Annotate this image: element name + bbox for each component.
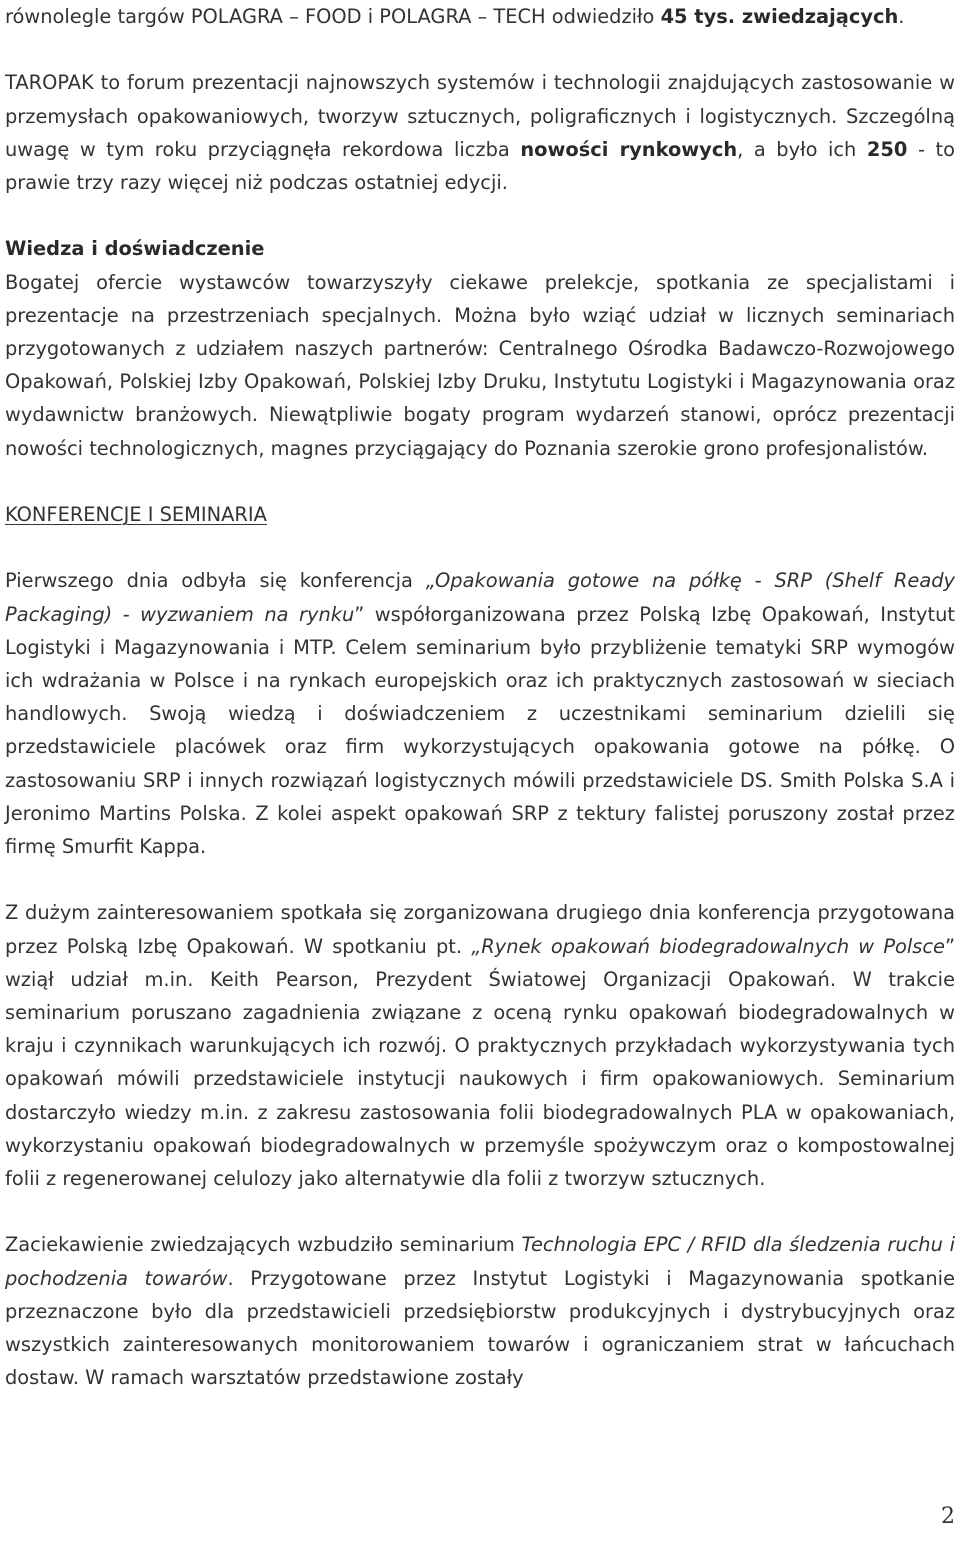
intro-text-end: .	[898, 5, 905, 28]
page-number: 2	[941, 1504, 955, 1529]
section-title	[5, 498, 955, 531]
paragraph-gap	[5, 465, 955, 498]
intro-text: równolegle targów POLAGRA – FOOD i POLAGRA – TECH odwiedziło	[5, 5, 661, 28]
conf2-text: Z dużym zainteresowaniem spotkała się zorganizowana drugiego dnia konferencja przygotowana przez Polską Izbę Opakowań. W spotkaniu pt.	[5, 901, 955, 958]
taropak-paragraph	[5, 66, 955, 199]
conf1-text-end: ” współorganizowana przez Polską Izbę Opakowań, Instytut Logistyki i Magazynowania i MTP. Celem seminarium było przybliżenie tematyki SRP wymogów ich wdrażania w Polsce i na rynkach europejskich oraz ich praktycznych zastosowań w sieciach handlowych. Swoją wiedzą i doświadczeniem z uczestnikami seminarium dzielili się przedstawiciele placówek oraz firm wykorzystujących opakowania gotowe na półkę. O zastosowaniu SRP i innych rozwiązań logistycznych mówili przedstawiciele DS. Smith Polska S.A i Jeronimo Martins Polska. Z kolei aspekt opakowań SRP z tektury falistej poruszony został przez firmę Smurfit Kappa.	[5, 602, 955, 859]
conf2-title: „Rynek opakowań biodegradowalnych w Polsce	[471, 934, 945, 958]
conf2-text-end: ” wziął udział m.in. Keith Pearson, Prezydent Światowej Organizacji Opakowań. W trakcie seminarium poruszano zagadnienia związane z oceną rynku opakowań biodegradowalnych w kraju i czynnikach warunkujących ich rozwój. O praktycznych przykładach wykorzystywania tych opakowań mówili przedstawiciele instytucji naukowych i firm opakowaniowych. Seminarium dostarczyło wiedzy m.in. z zakresu zastosowania folii biodegradowalnych PLA w opakowaniach, wykorzystaniu opakowań biodegradowalnych w przemyśle spożywczym oraz o kompostowalnej folii z regenerowanej celulozy jako alternatywie dla folii z tworzyw sztucznych.	[5, 934, 956, 1191]
new-products-label: nowości rynkowych	[520, 137, 738, 161]
conf3-title: Technologia EPC / RFID dla śledzenia ruchu i pochodzenia towarów	[5, 1233, 955, 1290]
taropak-text: TAROPAK to forum prezentacji najnowszych systemów i technologii znajdujących zastosowanie w przemysłach opakowaniowych, tworzyw sztucznych, poligraficznych i logistycznych. Szczególną uwagę w tym roku przyciągnęła rekordowa liczba	[5, 71, 955, 161]
conference-paragraph-3	[5, 1228, 955, 1394]
paragraph-gap	[5, 863, 955, 896]
section-title-text: KONFERENCJE I SEMINARIA	[5, 503, 267, 526]
visitors-count: 45 tys. zwiedzających	[660, 5, 899, 28]
conf3-text: Zaciekawienie zwiedzających wzbudziło seminarium	[5, 1233, 522, 1257]
paragraph-gap	[5, 33, 955, 66]
conf3-text-end: . Przygotowane przez Instytut Logistyki i Magazynowania spotkanie przeznaczone było dla przedstawicieli przedsiębiorstw produkcyjnych i dystrybucyjnych oraz wszystkich zainteresowanych monitorowaniem towarów i ograniczaniem strat w łańcuchach dostaw. W ramach warsztatów przedstawione zostały	[5, 1266, 955, 1390]
intro-paragraph	[5, 0, 955, 33]
paragraph-gap	[5, 199, 955, 232]
taropak-text-end: - to prawie trzy razy więcej niż podczas ostatniej edycji.	[5, 137, 955, 194]
paragraph-gap	[5, 531, 955, 564]
document-page	[5, 0, 955, 1394]
conference-paragraph-2	[5, 896, 955, 1195]
conf1-text: Pierwszego dnia odbyła się konferencja	[5, 569, 426, 593]
new-products-count: 250	[866, 137, 908, 161]
conference-paragraph-1	[5, 564, 955, 863]
wiedza-paragraph: Bogatej ofercie wystawców towarzyszyły ciekawe prelekcje, spotkania ze specjalistami i prezentacje na przestrzeniach specjalnych. Można było wziąć udział w licznych seminariach przygotowanych z udziałem naszych partnerów: Centralnego Ośrodka Badawczo-Rozwojowego Opakowań, Polskiej Izby Opakowań, Polskiej Izby Druku, Instytutu Logistyki i Magazynowania oraz wydawnictw branżowych. Niewątpliwie bogaty program wydarzeń stanowi, oprócz prezentacji nowości technologicznych, magnes przyciągający do Poznania szerokie grono profesjonalistów.	[5, 270, 955, 460]
conf1-title: „Opakowania gotowe na półkę - SRP (Shelf Ready Packaging) - wyzwaniem na rynku	[5, 569, 955, 626]
wiedza-heading: Wiedza i doświadczenie	[5, 237, 265, 261]
taropak-text-mid: , a było ich	[737, 137, 867, 161]
paragraph-gap	[5, 1195, 955, 1228]
